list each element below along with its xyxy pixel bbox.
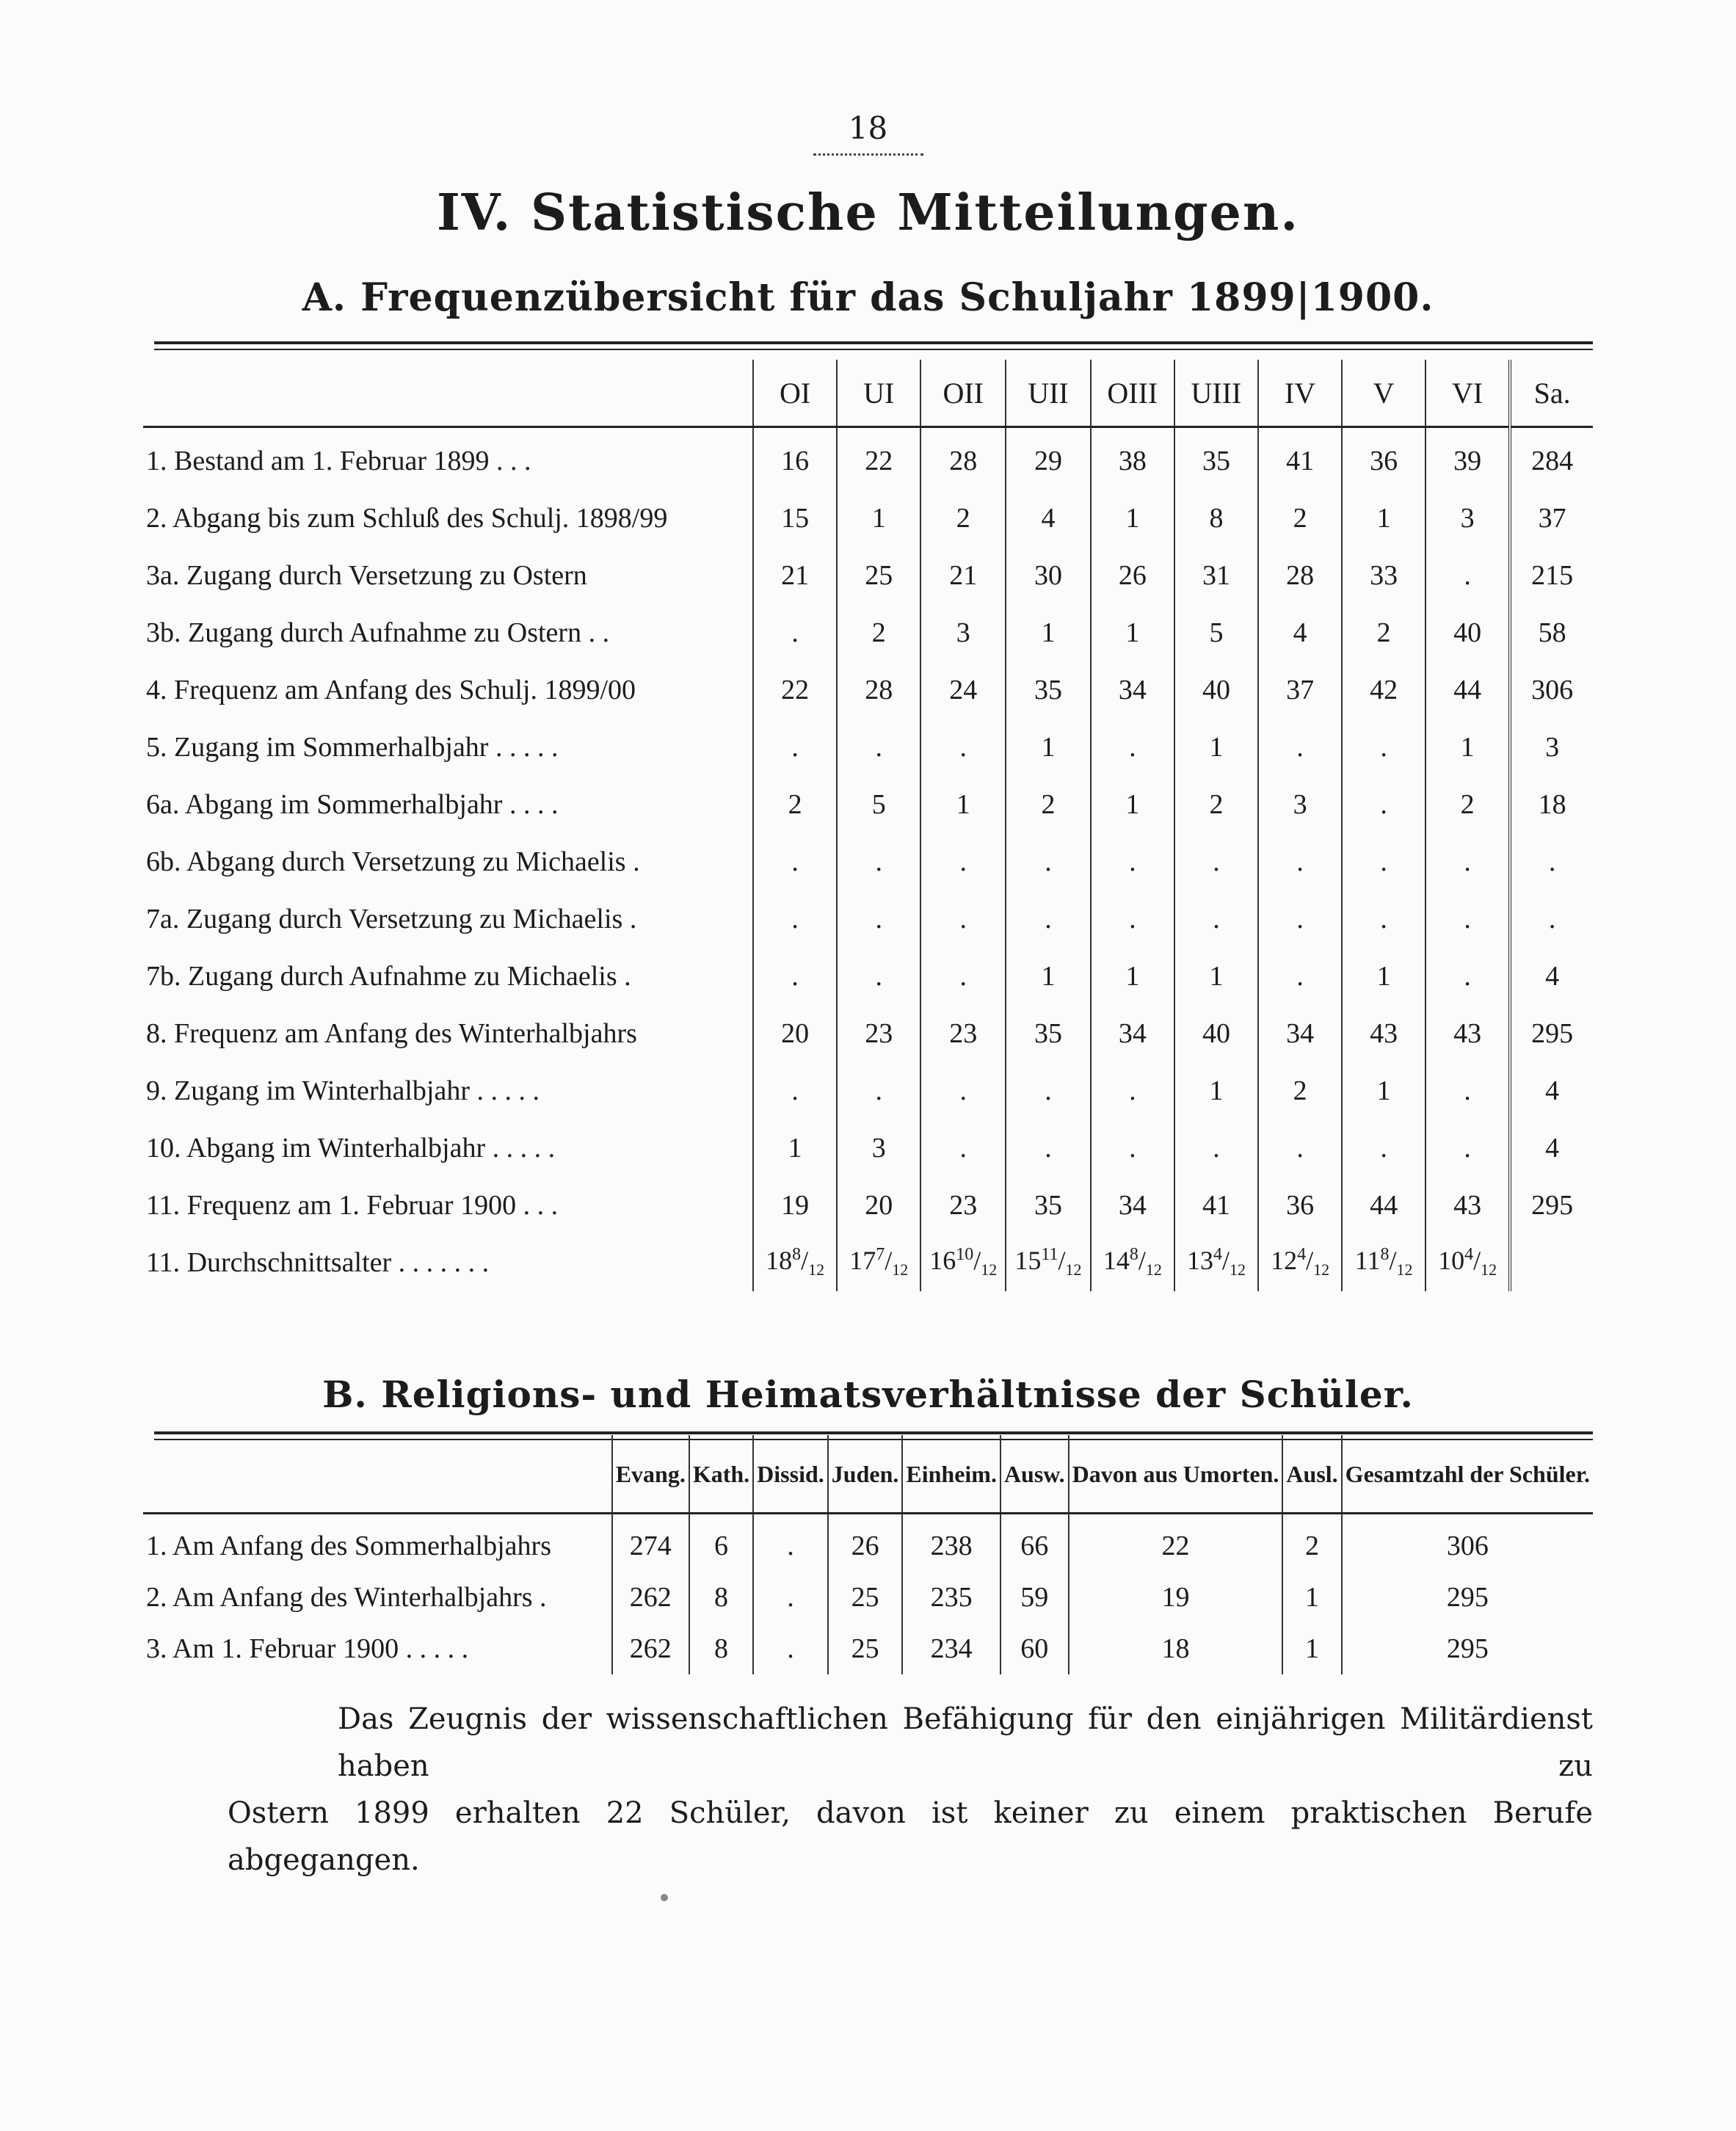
table-cell: . [1258, 719, 1342, 776]
table-cell: . [920, 719, 1006, 776]
table-cell: 8 [1174, 490, 1258, 547]
section-b-title: B. Religions- und Heimatsverhältnisse der Schüler. [322, 1373, 1414, 1416]
table-cell: 22 [753, 661, 837, 719]
table-cell: 39 [1426, 427, 1510, 490]
fraction-slash: / [1389, 1246, 1397, 1276]
table-cell: . [837, 890, 920, 948]
table-cell: . [1174, 833, 1258, 890]
table-cell: . [1174, 1119, 1258, 1177]
table-cell: 40 [1174, 661, 1258, 719]
table-cell: 295 [1510, 1177, 1593, 1234]
table-cell: 60 [1000, 1623, 1069, 1674]
table-cell: 1 [1091, 948, 1174, 1005]
table-cell: 20 [753, 1005, 837, 1062]
table-cell: . [837, 719, 920, 776]
table-cell: 35 [1006, 1005, 1091, 1062]
table-cell: 34 [1091, 1005, 1174, 1062]
table-cell: 43 [1342, 1005, 1426, 1062]
page-number-ornament [813, 146, 923, 156]
table-cell: 40 [1174, 1005, 1258, 1062]
table-cell: . [1258, 890, 1342, 948]
table-row [143, 719, 1593, 776]
table-cell: 22 [1069, 1514, 1283, 1572]
column-header: Dissid. [753, 1435, 828, 1514]
table-cell: 35 [1174, 427, 1258, 490]
table-cell: 24 [920, 661, 1006, 719]
row-label: 1. Am Anfang des Sommerhalbjahrs [146, 1531, 551, 1561]
table-cell: 238 [902, 1514, 1000, 1572]
header-label-cell [143, 360, 753, 427]
table-cell: 35 [1006, 1177, 1091, 1234]
table-row [143, 1177, 1593, 1234]
table-cell: 25 [828, 1572, 903, 1623]
table-cell: 1 [1282, 1623, 1341, 1674]
table-cell-empty [1510, 1234, 1593, 1291]
age-months-denominator: 12 [1313, 1260, 1330, 1279]
age-years: 11 [1354, 1246, 1381, 1276]
paper-speck [661, 1894, 668, 1901]
table-cell: 262 [612, 1623, 689, 1674]
table-cell: 37 [1510, 490, 1593, 547]
age-years: 10 [1438, 1246, 1465, 1276]
age-months-denominator: 12 [1145, 1260, 1162, 1279]
table-cell: 295 [1342, 1623, 1593, 1674]
table-cell: . [1258, 833, 1342, 890]
table-header-row [143, 360, 1593, 427]
table-cell: 1 [1342, 490, 1426, 547]
table-row [143, 890, 1593, 948]
row-label: 6a. Abgang im Sommerhalbjahr . . . . [146, 789, 559, 820]
table-row [143, 490, 1593, 547]
column-header: Ausl. [1282, 1435, 1341, 1514]
column-header: OII [920, 360, 1006, 427]
table-row [143, 1062, 1593, 1119]
table-row [143, 1623, 1593, 1674]
table-cell: . [753, 1062, 837, 1119]
row-label: 5. Zugang im Sommerhalbjahr . . . . . [146, 732, 559, 763]
table-cell: 2 [837, 604, 920, 661]
table-cell: 1 [1342, 948, 1426, 1005]
age-months-numerator: 8 [792, 1245, 802, 1265]
table-cell: 3 [1510, 719, 1593, 776]
table-cell: 3 [920, 604, 1006, 661]
age-years: 13 [1186, 1246, 1213, 1276]
table-cell: . [1006, 890, 1091, 948]
table-cell: 23 [920, 1005, 1006, 1062]
row-label: 8. Frequenz am Anfang des Winterhalbjahrs [146, 1018, 637, 1049]
fraction-slash: / [885, 1246, 893, 1276]
table-cell: 28 [920, 427, 1006, 490]
table-row [143, 948, 1593, 1005]
table-cell: 41 [1174, 1177, 1258, 1234]
table-cell: 33 [1342, 547, 1426, 604]
table-cell: . [1091, 890, 1174, 948]
age-months-numerator: 4 [1213, 1245, 1222, 1265]
column-header: Juden. [828, 1435, 903, 1514]
table-cell: . [920, 1062, 1006, 1119]
table-cell: 2 [1342, 604, 1426, 661]
table-cell: . [753, 1514, 828, 1572]
table-cell: 30 [1006, 547, 1091, 604]
column-header: Einheim. [902, 1435, 1000, 1514]
table-cell: . [1426, 1119, 1510, 1177]
table-cell: 234 [902, 1623, 1000, 1674]
table-row [143, 1514, 1593, 1572]
table-cell: 8 [689, 1572, 753, 1623]
age-months-denominator: 12 [1481, 1260, 1497, 1279]
table-cell: 2 [920, 490, 1006, 547]
table-row [143, 1572, 1593, 1623]
table-cell: 4 [1510, 1062, 1593, 1119]
table-header-row [143, 1435, 1593, 1514]
table-cell: 18 [1069, 1623, 1283, 1674]
row-label: 7b. Zugang durch Aufnahme zu Michaelis . [146, 961, 631, 992]
row-label: 3b. Zugang durch Aufnahme zu Ostern . . [146, 617, 610, 648]
column-header: OIII [1091, 360, 1174, 427]
table-cell: 28 [1258, 547, 1342, 604]
table-row [143, 1119, 1593, 1177]
average-age-cell [1342, 1234, 1426, 1291]
table-cell: 44 [1342, 1177, 1426, 1234]
table-cell: . [837, 833, 920, 890]
table-row-average-age [143, 1234, 1593, 1291]
section-b-top-rule [154, 1431, 1593, 1434]
table-cell: 2 [1426, 776, 1510, 833]
table-cell: 43 [1426, 1005, 1510, 1062]
table-row [143, 833, 1593, 890]
table-row [143, 427, 1593, 490]
table-cell: . [1258, 948, 1342, 1005]
age-months-denominator: 12 [981, 1260, 998, 1279]
table-cell: 2 [1258, 1062, 1342, 1119]
table-cell: 235 [902, 1572, 1000, 1623]
row-label: 3. Am 1. Februar 1900 . . . . . [146, 1633, 469, 1664]
fraction-slash: / [1138, 1246, 1146, 1276]
column-header: Kath. [689, 1435, 753, 1514]
age-months-numerator: 8 [1129, 1245, 1138, 1265]
average-age-cell [1174, 1234, 1258, 1291]
note-line-2: Ostern 1899 erhalten 22 Schüler, davon ist keiner zu einem praktischen Berufe abgegangen. [228, 1796, 1593, 1877]
table-cell: 8 [689, 1623, 753, 1674]
age-months-denominator: 12 [1065, 1260, 1082, 1279]
age-months-denominator: 12 [892, 1260, 909, 1279]
section-a-title: A. Frequenzübersicht für das Schuljahr 1899|1900. [302, 275, 1434, 320]
age-years: 17 [849, 1246, 876, 1276]
table-cell: 18 [1510, 776, 1593, 833]
column-header: VI [1426, 360, 1510, 427]
table-cell: . [1342, 890, 1426, 948]
table-cell: 43 [1426, 1177, 1510, 1234]
table-cell: 2 [753, 776, 837, 833]
table-cell: 3 [837, 1119, 920, 1177]
table-cell: . [1091, 719, 1174, 776]
table-cell: . [1426, 1062, 1510, 1119]
column-header: Davon aus Umorten. [1069, 1435, 1283, 1514]
table-cell: . [753, 890, 837, 948]
religion-table [143, 1435, 1593, 1674]
average-age-cell [753, 1234, 837, 1291]
table-cell: 215 [1510, 547, 1593, 604]
row-label: 2. Abgang bis zum Schluß des Schulj. 1898/99 [146, 503, 668, 534]
age-months-denominator: 12 [808, 1260, 825, 1279]
table-cell: . [753, 833, 837, 890]
table-cell: 2 [1174, 776, 1258, 833]
row-label: 10. Abgang im Winterhalbjahr . . . . . [146, 1133, 556, 1163]
table-cell: . [920, 1119, 1006, 1177]
table-cell: 1 [1006, 948, 1091, 1005]
column-header: Ausw. [1000, 1435, 1069, 1514]
table-cell: . [1258, 1119, 1342, 1177]
fraction-slash: / [1058, 1246, 1066, 1276]
table-cell: . [1426, 547, 1510, 604]
table-cell: 4 [1510, 948, 1593, 1005]
table-cell: . [753, 1572, 828, 1623]
table-row [143, 661, 1593, 719]
table-cell: 3 [1426, 490, 1510, 547]
table-cell: 306 [1510, 661, 1593, 719]
table-cell: 4 [1510, 1119, 1593, 1177]
table-cell: . [753, 1623, 828, 1674]
row-label: 4. Frequenz am Anfang des Schulj. 1899/00 [146, 675, 636, 705]
table-cell: . [753, 948, 837, 1005]
table-cell: 25 [837, 547, 920, 604]
table-cell: 35 [1006, 661, 1091, 719]
table-row [143, 547, 1593, 604]
table-cell: 34 [1091, 1177, 1174, 1234]
table-cell: 6 [689, 1514, 753, 1572]
table-cell: . [1006, 1062, 1091, 1119]
age-years: 18 [766, 1246, 793, 1276]
table-cell: . [920, 948, 1006, 1005]
table-cell: 295 [1342, 1572, 1593, 1623]
table-cell: 28 [837, 661, 920, 719]
table-cell: 26 [1091, 547, 1174, 604]
table-cell: . [1426, 833, 1510, 890]
table-cell: . [1426, 890, 1510, 948]
table-cell: 15 [753, 490, 837, 547]
table-cell: 1 [1091, 604, 1174, 661]
table-cell: . [1006, 833, 1091, 890]
age-years: 16 [929, 1246, 956, 1276]
table-cell: . [753, 604, 837, 661]
table-cell: 2 [1006, 776, 1091, 833]
table-cell: . [1342, 719, 1426, 776]
table-cell: 21 [920, 547, 1006, 604]
table-cell: . [1426, 948, 1510, 1005]
section-a-top-rule [154, 341, 1593, 344]
table-cell: 4 [1258, 604, 1342, 661]
page-number: 18 [0, 110, 1736, 156]
table-cell: 37 [1258, 661, 1342, 719]
table-cell: . [1342, 776, 1426, 833]
column-header: Gesamtzahl der Schüler. [1342, 1435, 1593, 1514]
table-cell: 31 [1174, 547, 1258, 604]
table-cell: 29 [1006, 427, 1091, 490]
average-age-cell [1006, 1234, 1091, 1291]
table-cell: 59 [1000, 1572, 1069, 1623]
column-header: UII [1006, 360, 1091, 427]
table-cell: 1 [1174, 948, 1258, 1005]
table-cell: 1 [1426, 719, 1510, 776]
table-cell: 1 [1282, 1572, 1341, 1623]
table-cell: 41 [1258, 427, 1342, 490]
average-age-cell [920, 1234, 1006, 1291]
column-header: Sa. [1510, 360, 1593, 427]
age-years: 15 [1014, 1246, 1042, 1276]
table-cell: . [1091, 833, 1174, 890]
table-cell: 34 [1091, 661, 1174, 719]
row-label: 11. Durchschnittsalter . . . . . . . [146, 1247, 490, 1278]
table-cell: 1 [837, 490, 920, 547]
table-cell: 5 [837, 776, 920, 833]
frequency-table [143, 360, 1593, 1291]
table-cell: . [837, 948, 920, 1005]
age-months-numerator: 11 [1041, 1245, 1058, 1265]
fraction-slash: / [801, 1246, 809, 1276]
table-cell: 1 [753, 1119, 837, 1177]
table-cell: 44 [1426, 661, 1510, 719]
row-label: 7a. Zugang durch Versetzung zu Michaelis . [146, 904, 637, 934]
table-cell: 1 [1174, 1062, 1258, 1119]
table-cell: 284 [1510, 427, 1593, 490]
table-cell: 38 [1091, 427, 1174, 490]
table-cell: . [753, 719, 837, 776]
table-cell: 1 [1006, 719, 1091, 776]
table-cell: . [1091, 1119, 1174, 1177]
age-years: 12 [1271, 1246, 1298, 1276]
fraction-slash: / [973, 1246, 981, 1276]
age-months-numerator: 4 [1297, 1245, 1307, 1265]
table-cell: 3 [1258, 776, 1342, 833]
fraction-slash: / [1306, 1246, 1314, 1276]
table-cell: 2 [1282, 1514, 1341, 1572]
table-cell: 22 [837, 427, 920, 490]
table-cell: . [1091, 1062, 1174, 1119]
table-cell: 274 [612, 1514, 689, 1572]
table-cell: 36 [1258, 1177, 1342, 1234]
age-months-numerator: 7 [876, 1245, 885, 1265]
table-cell: 4 [1006, 490, 1091, 547]
row-label: 6b. Abgang durch Versetzung zu Michaelis . [146, 846, 640, 877]
table-cell: 16 [753, 427, 837, 490]
average-age-cell [1258, 1234, 1342, 1291]
table-row [143, 1005, 1593, 1062]
table-cell: 262 [612, 1572, 689, 1623]
age-months-denominator: 12 [1396, 1260, 1413, 1279]
age-months-numerator: 10 [956, 1245, 974, 1265]
table-cell: 295 [1510, 1005, 1593, 1062]
age-months-denominator: 12 [1229, 1260, 1246, 1279]
table-cell: 34 [1258, 1005, 1342, 1062]
table-cell: . [1174, 890, 1258, 948]
table-cell: 25 [828, 1623, 903, 1674]
fraction-slash: / [1221, 1246, 1230, 1276]
fraction-slash: / [1473, 1246, 1481, 1276]
table-cell: 1 [1006, 604, 1091, 661]
table-cell: . [837, 1062, 920, 1119]
table-cell: 21 [753, 547, 837, 604]
age-months-numerator: 4 [1464, 1245, 1474, 1265]
column-header: UI [837, 360, 920, 427]
table-cell: 1 [1342, 1062, 1426, 1119]
column-header: UIII [1174, 360, 1258, 427]
table-cell: . [920, 833, 1006, 890]
table-cell: 2 [1258, 490, 1342, 547]
note-line-1: Das Zeugnis der wissenschaftlichen Befähigung für den einjährigen Militärdienst haben zu [338, 1702, 1593, 1783]
column-header: V [1342, 360, 1426, 427]
table-cell: 58 [1510, 604, 1593, 661]
military-certificate-note [228, 1696, 1593, 1884]
age-years: 14 [1103, 1246, 1130, 1276]
column-header: Evang. [612, 1435, 689, 1514]
row-label: 2. Am Anfang des Winterhalbjahrs . [146, 1582, 547, 1613]
table-cell: 1 [1091, 776, 1174, 833]
average-age-cell [837, 1234, 920, 1291]
table-row [143, 604, 1593, 661]
table-cell: 1 [1091, 490, 1174, 547]
table-cell: . [1342, 1119, 1426, 1177]
average-age-cell [1426, 1234, 1510, 1291]
table-cell: 40 [1426, 604, 1510, 661]
table-cell: 306 [1342, 1514, 1593, 1572]
table-cell: 26 [828, 1514, 903, 1572]
column-header: IV [1258, 360, 1342, 427]
table-cell: 5 [1174, 604, 1258, 661]
table-cell: 19 [1069, 1572, 1283, 1623]
row-label: 11. Frequenz am 1. Februar 1900 . . . [146, 1190, 559, 1221]
header-label-cell [143, 1435, 612, 1514]
average-age-cell [1091, 1234, 1174, 1291]
table-cell: . [1510, 890, 1593, 948]
table-cell: 20 [837, 1177, 920, 1234]
page-title: IV. Statistische Mitteilungen. [436, 184, 1300, 242]
table-cell: 1 [1174, 719, 1258, 776]
table-cell: 23 [920, 1177, 1006, 1234]
table-cell: 36 [1342, 427, 1426, 490]
row-label: 1. Bestand am 1. Februar 1899 . . . [146, 446, 531, 476]
table-cell: . [1342, 833, 1426, 890]
column-header: OI [753, 360, 837, 427]
table-cell: 42 [1342, 661, 1426, 719]
table-cell: 19 [753, 1177, 837, 1234]
table-cell: . [920, 890, 1006, 948]
age-months-numerator: 8 [1380, 1245, 1390, 1265]
table-row [143, 776, 1593, 833]
row-label: 3a. Zugang durch Versetzung zu Ostern [146, 560, 587, 591]
table-cell: . [1510, 833, 1593, 890]
table-cell: 66 [1000, 1514, 1069, 1572]
table-cell: 23 [837, 1005, 920, 1062]
table-cell: . [1006, 1119, 1091, 1177]
table-cell: 1 [920, 776, 1006, 833]
row-label: 9. Zugang im Winterhalbjahr . . . . . [146, 1075, 540, 1106]
